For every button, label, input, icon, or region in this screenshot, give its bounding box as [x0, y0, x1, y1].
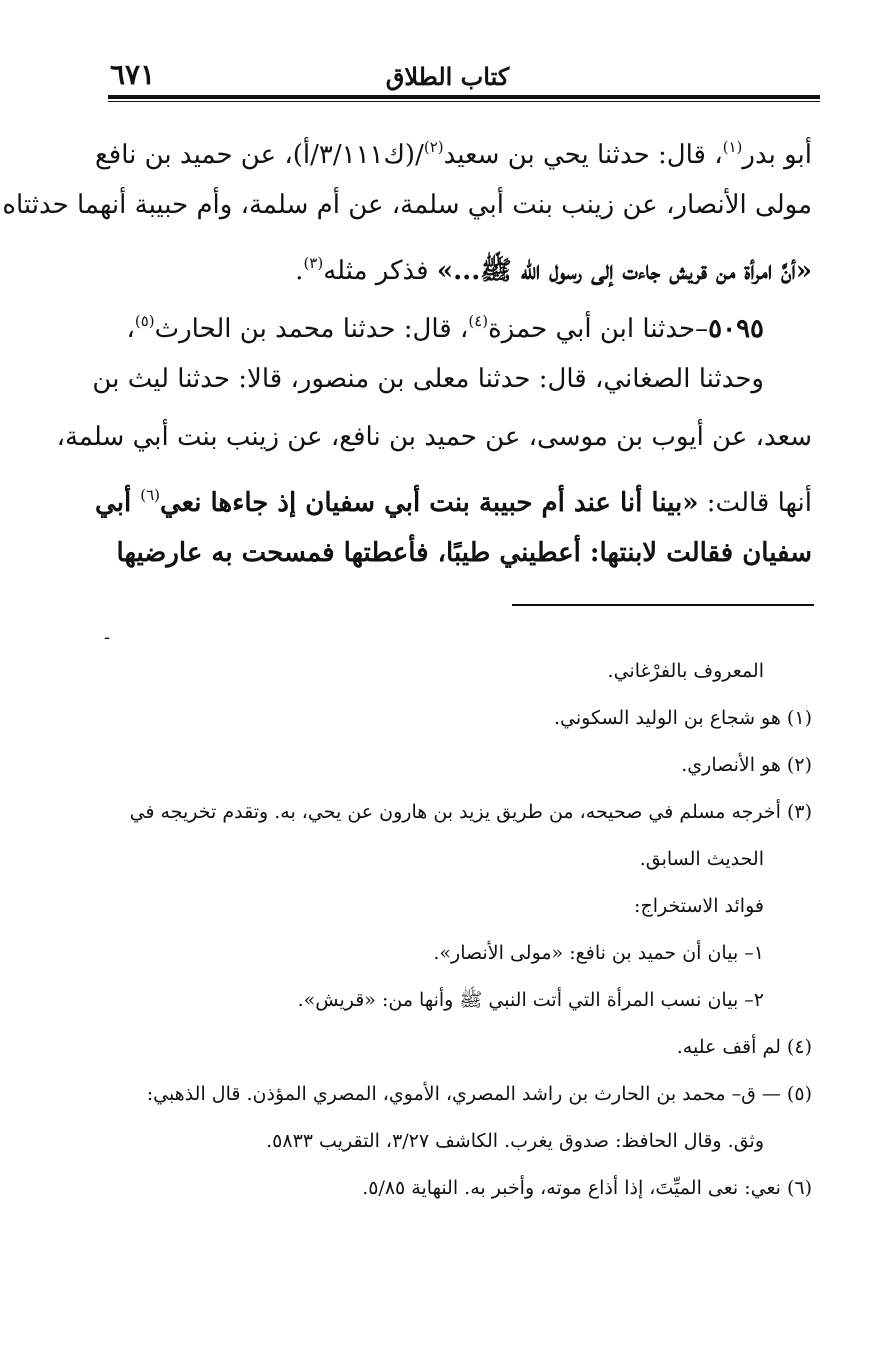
text-span: ، قال: حدثنا محمد بن الحارث	[154, 314, 469, 344]
text-line	[95, 466, 812, 524]
footnote-marker: (٤)	[468, 312, 489, 330]
text-span: –حدثنا ابن أبي حمزة	[488, 314, 709, 344]
footnote-marker: (٢)	[423, 138, 444, 156]
footnote-5: (٥) — ق– محمد بن الحارث بن راشد المصري، الأموي، المصري المؤذن. قال الذهبي:	[146, 1083, 812, 1105]
text-line: وحدثنا الصغاني، قال: حدثنا معلى بن منصور، قالا: حدثنا ليث بن	[92, 364, 764, 394]
hadith-number: ٥٠٩٥	[708, 314, 764, 344]
footnote-separator	[512, 604, 814, 606]
footnote-marker: (٣)	[303, 254, 324, 272]
footnote-line: المعروف بالفرْغاني.	[607, 660, 764, 682]
hadith-quote: «أنَّ امرأة من قريش جاءت إلى رسول الله ﷺ...»	[436, 256, 812, 286]
footnote-6: (٦) نعي: نعى الميِّتَ، إذا أذاع موته، وأخبر به. النهاية ٥/٨٥.	[362, 1177, 812, 1199]
text-span: ،	[126, 314, 135, 344]
header-rule-thin	[108, 101, 820, 102]
text-span: .	[295, 256, 304, 286]
page-number: ٦٧١	[110, 58, 156, 91]
text-span: ، قال: حدثنا يحي بن سعيد	[443, 140, 723, 170]
footnote-4: (٤) لم أقف عليه.	[676, 1036, 812, 1058]
footnote-line: ٢– بيان نسب المرأة التي أتت النبي ﷺ وأنها من: «قريش».	[297, 989, 764, 1011]
footnotes	[98, 648, 812, 1212]
text-line: مولى الأنصار، عن زينب بنت أبي سلمة، عن أم سلمة، وأم حبيبة أنهما حدثتاه	[2, 190, 812, 220]
hadith-quote: أبي	[95, 488, 141, 518]
footnote-marker: (١)	[722, 138, 743, 156]
footnote-line: فوائد الاستخراج:	[634, 895, 764, 917]
main-text	[2, 118, 812, 582]
footnote-2: (٢) هو الأنصاري.	[681, 754, 812, 776]
text-span: أنها قالت:	[698, 488, 812, 518]
footnote-line: الحديث السابق.	[639, 848, 764, 870]
footnote-1: (١) هو شجاع بن الوليد السكوني.	[553, 707, 812, 729]
footnote-3: (٣) أخرجه مسلم في صحيحه، من طريق يزيد بن هارون عن يحي، به. وتقدم تخريجه في	[129, 801, 812, 823]
header-rule-thick	[108, 95, 820, 99]
footnote-line: وثق. وقال الحافظ: صدوق يغرب. الكاشف ٣/٢٧، التقريب ٥٨٣٣.	[266, 1130, 764, 1152]
text-line	[94, 118, 812, 176]
text-line: سعد، عن أيوب بن موسى، عن حميد بن نافع، عن زينب بنت أبي سلمة،	[56, 422, 812, 452]
text-line: سفيان فقالت لابنتها: أعطيني طيبًا، فأعطتها فمسحت به عارضيها	[116, 538, 812, 568]
continuation-mark: -	[104, 627, 111, 648]
text-span: فذكر مثله	[323, 256, 437, 286]
footnote-marker: (٥)	[134, 312, 155, 330]
text-line	[98, 292, 812, 350]
footnote-line: ١– بيان أن حميد بن نافع: «مولى الأنصار».	[433, 942, 764, 964]
text-span: /(ك٣/١١١/أ)، عن حميد بن نافع	[94, 140, 424, 170]
footnote-marker: (٦)	[140, 486, 160, 504]
running-header-title: كتاب الطلاق	[385, 62, 510, 91]
hadith-quote: «بينا أنا عند أم حبيبة بنت أبي سفيان إذ جاءها نعي	[160, 488, 699, 518]
text-span: أبو بدر	[742, 140, 812, 170]
text-line	[98, 234, 812, 292]
